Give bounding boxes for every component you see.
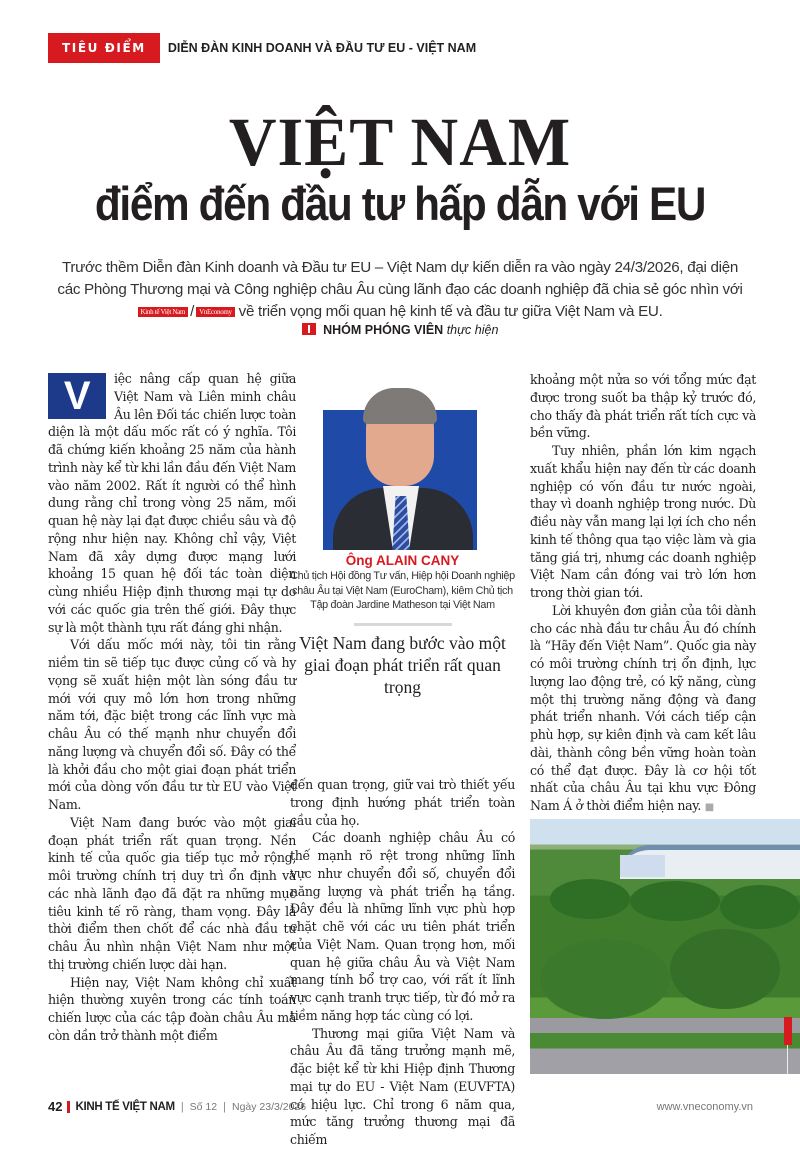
paragraph: Hiện nay, Việt Nam không chỉ xuất hiện thường xuyên trong các tính toán chiến lược của các tập đoàn châu Âu mà còn dần trở thành một điểm <box>48 974 296 1043</box>
profile-position: Chủ tịch Hội đồng Tư vấn, Hiệp hội Doanh nghiệp châu Âu tại Việt Nam (EuroCham), kiêm Chủ tịch Tập đoàn Jardine Matheson tại Việt Nam <box>290 570 515 611</box>
industrial-park-photo <box>530 819 800 1074</box>
profile-name: Ông ALAIN CANY <box>345 553 460 568</box>
portrait-photo <box>323 378 477 550</box>
pen-icon <box>302 323 316 335</box>
lead-text-before: Trước thềm Diễn đàn Kinh doanh và Đầu tư EU – Việt Nam dự kiến diễn ra vào ngày 24/3/2026, đại diện các Phòng Thương mại và Công nghiệp châu Âu cùng lãnh đạo các doanh nghiệp đã chia sẻ góc nhìn với <box>57 259 743 298</box>
article-column-2 <box>290 776 515 1149</box>
logo-separator: / <box>190 303 195 320</box>
pull-quote: Việt Nam đang bước vào một giai đoạn phát triển rất quan trọng <box>299 633 506 697</box>
article-column-1 <box>48 370 296 1045</box>
byline <box>0 323 800 337</box>
paragraph: Thương mại giữa Việt Nam và châu Âu đã tăng trưởng mạnh mẽ, đặc biệt kể từ khi Hiệp định Thương mại tự do EU - Việt Nam (EUVFTA) có hiệu lực. Chỉ trong 6 năm qua, mức tăng trưởng thương mại đã chiếm <box>290 1025 515 1147</box>
article-column-3 <box>530 371 756 817</box>
footer-separator: | <box>180 1100 184 1113</box>
paragraph: Tuy nhiên, phần lớn kim ngạch xuất khẩu hiện nay đến từ các doanh nghiệp có vốn đầu tư nước ngoài, thay vì doanh nghiệp trong nước. Dù điều này vẫn mang lại lợi ích cho nền kinh tế thông qua tạo việc làm và gia tăng giá trị, nhưng các doanh nghiệp Việt Nam cần đóng vai trò lớn hơn trong thời gian tới. <box>530 443 756 600</box>
byline-suffix: thực hiện <box>446 323 499 337</box>
website-url[interactable]: www.vneconomy.vn <box>656 1100 753 1113</box>
caption-divider <box>354 623 452 626</box>
issue-number: Số 12 <box>189 1100 218 1113</box>
tree <box>550 879 630 919</box>
warehouse-office <box>620 855 665 877</box>
tree <box>540 939 670 1019</box>
vneconomy-logo: VnEconomy <box>196 307 235 317</box>
section-subtitle: DIỄN ĐÀN KINH DOANH VÀ ĐẦU TƯ EU - VIỆT NAM <box>167 41 477 55</box>
portrait-hair <box>363 388 437 424</box>
paragraph: Việt Nam đang bước vào một giai đoạn phát triển rất quan trọng. Nền kinh tế của quốc gia tiếp tục mở rộng, môi trường chính trị duy trì ổn định và các nhà lãnh đạo đã đặt ra những mục tiêu kinh tế rõ ràng, tham vọng. Đây là thời điểm then chốt để các nhà đầu tư châu Âu nhìn nhận Việt Nam như một thị trường chiến lược dài hạn. <box>48 814 296 972</box>
byline-author: NHÓM PHÓNG VIÊN <box>323 323 444 337</box>
lead-paragraph <box>55 257 745 323</box>
end-mark-icon: ■ <box>704 802 714 813</box>
paragraph: V iệc nâng cấp quan hệ giữa Việt Nam và Liên minh châu Âu lên Đối tác chiến lược toàn diện là một dấu mốc rất có ý nghĩa. Tôi đã chứng kiến khoảng 25 năm của hành trình này kể từ khi lần đầu đến Việt Nam vào năm 2002. Rất ít người có thể hình dung rằng chỉ trong vòng 25 năm, mối quan hệ này lại đạt được chiều sâu và độ rộng như hiện nay. Không chỉ vậy, Việt Nam đã xây dựng được mạng lưới khoảng 15 quan hệ đối tác toàn diện cùng nhiều Hiệp định thương mại tự do với các quốc gia trên thế giới. Đây thực sự là một thành tựu rất đáng ghi nhận. <box>48 371 296 635</box>
tree <box>670 929 780 1009</box>
drop-cap: V <box>48 373 106 419</box>
tree <box>630 881 720 921</box>
page-number: 42 <box>48 1099 63 1114</box>
lead-text-after: về triển vọng mối quan hệ kinh tế và đầu tư giữa Việt Nam và EU. <box>238 303 663 320</box>
profile-caption <box>290 552 515 626</box>
magazine-name: KINH TẾ VIỆT NAM <box>75 1100 175 1113</box>
paragraph: khoảng một nửa so với tổng mức đạt được trong suốt ba thập kỷ trước đó, cho thấy đà phát triển rất tích cực và bền vững. <box>530 372 756 441</box>
headline-line2: điểm đến đầu tư hấp dẫn với EU <box>94 177 706 230</box>
issue-date: Ngày 23/3/2026 <box>231 1100 307 1113</box>
section-tag: TIÊU ĐIỂM <box>48 33 160 63</box>
flag <box>784 1017 792 1045</box>
page-footer <box>48 1099 753 1114</box>
footer-separator: | <box>223 1100 226 1113</box>
headline-line1: VIỆT NAM <box>228 104 572 181</box>
kinh-te-viet-nam-logo: Kinh tế Việt Nam <box>138 307 189 317</box>
paragraph: Với dấu mốc mới này, tôi tin rằng niềm tin sẽ tiếp tục được củng cố và hy vọng sẽ xuất hiện một làn sóng đầu tư mới với quy mô lớn hơn trong những năm tới, đặc biệt trong các lĩnh vực mà châu Âu có thế mạnh như chuyển đổi năng lượng và chuyển đổi số. Đây có thể là khởi đầu cho một giai đoạn phát triển mới của dòng vốn đầu tư từ EU vào Việt Nam. <box>48 637 296 812</box>
paragraph: Các doanh nghiệp châu Âu có thế mạnh rõ rệt trong những lĩnh vực như chuyển đổi số, chuyển đổi năng lượng và phát triển hạ tầng. Đây đều là những lĩnh vực phù hợp chặt chẽ với các ưu tiên phát triển của Việt Nam. Quan trọng hơn, mối quan hệ giữa châu Âu và Việt Nam mang tính bổ trợ cao, với rất ít lĩnh vực cạnh tranh trực tiếp, từ đó mở ra tiềm năng hợp tác cùng có lợi. <box>290 830 515 1023</box>
tree <box>720 885 800 929</box>
footer-accent-bar <box>67 1101 70 1113</box>
paragraph: đến quan trọng, giữ vai trò thiết yếu trong định hướng phát triển toàn cầu của họ. <box>290 777 515 828</box>
section-header <box>48 33 476 63</box>
paragraph: Lời khuyên đơn giản của tôi dành cho các nhà đầu tư châu Âu đó chính là “Hãy đến Việt Nam”. Quốc gia này có môi trường chính trị ổn định, lực lượng lao động trẻ, có kỹ năng, cùng một thị trường năng động và đang phát triển nhanh. Với cách tiếp cận phù hợp, sự kiên định và cam kết lâu dài, thành công bền vững hoàn toàn có thể đạt được. Đây là cơ hội tốt nhất của châu Âu tại khu vực Đông Nam Á ở thời điểm hiện nay. ■ <box>530 602 756 813</box>
